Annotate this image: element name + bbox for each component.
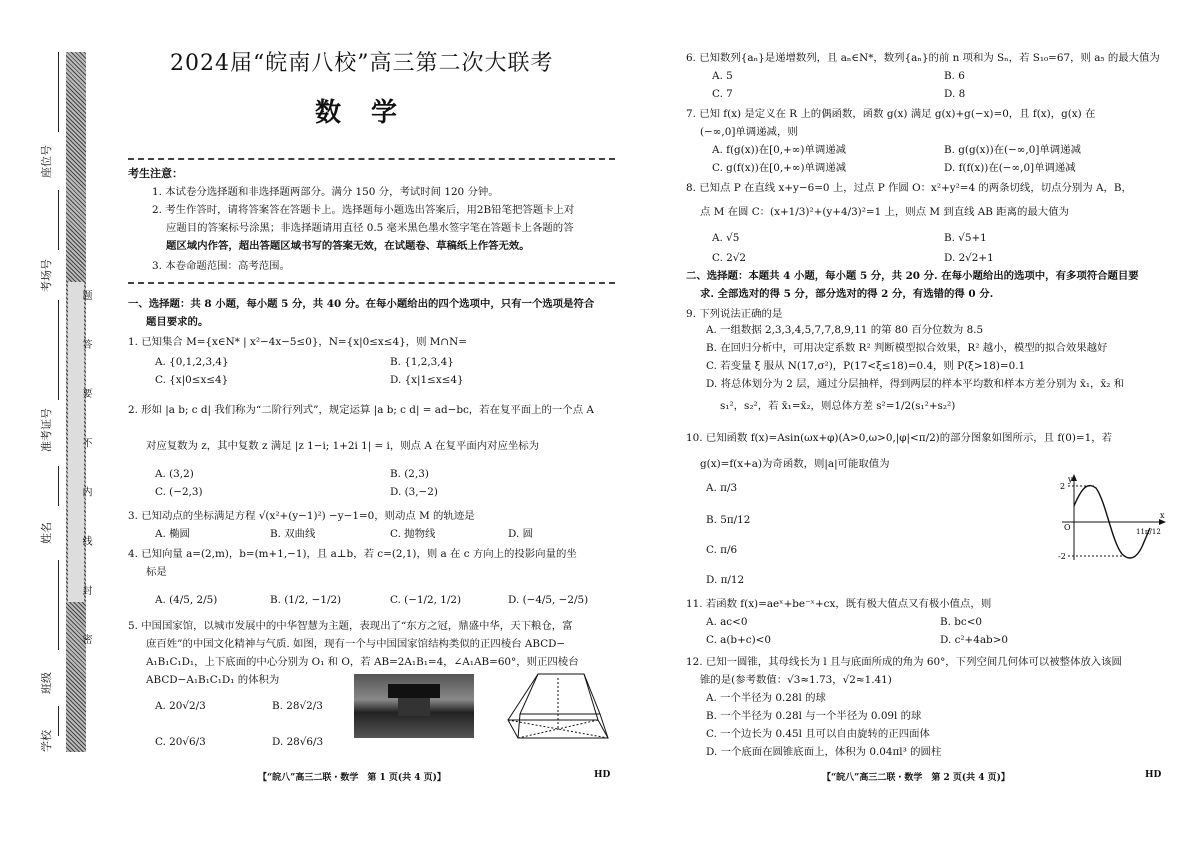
q2-option-c: C. (−2,3) (155, 486, 203, 498)
q11-option-b: B. bc<0 (940, 616, 983, 628)
q10-option-b: B. 5π/12 (706, 514, 751, 526)
q12-option-b: B. 一个半径为 0.28l 与一个半径为 0.09l 的球 (706, 710, 922, 722)
q2-option-a: A. (3,2) (155, 468, 194, 480)
q7-stem-1: 7. 已知 f(x) 是定义在 R 上的偶函数，函数 g(x) 满足 g(x)+g(−x)=0，且 f(x)，g(x) 在 (686, 108, 1096, 120)
q12-option-d: D. 一个底面在圆锥底面上，体积为 0.04πl³ 的圆柱 (706, 746, 942, 758)
q3-option-a: A. 椭圆 (155, 528, 190, 540)
q8-option-c: C. 2√2 (712, 252, 747, 264)
q4-option-b: B. (1/2, −1/2) (270, 594, 342, 606)
graph-y-top: 2 (1060, 482, 1066, 491)
seat-number-line (58, 52, 59, 132)
exam-room-line (58, 190, 59, 250)
admission-number-label: 准考证号 (40, 408, 53, 452)
frustum-diagram (500, 668, 612, 744)
sine-graph (1056, 472, 1168, 564)
q11-option-c: C. a(b+c)<0 (706, 634, 771, 646)
q4-option-d: D. (−4/5, −2/5) (508, 594, 589, 606)
q7-stem-2: (−∞,0]单调递减，则 (700, 126, 798, 138)
q6-option-a: A. 5 (712, 70, 733, 82)
section1-line-2: 题目要求的。 (146, 316, 209, 328)
notice-top-rule (128, 158, 615, 160)
page2-footer: 【“皖八”高三二联・数学 第 2 页(共 4 页)】 (822, 773, 1010, 783)
q1-stem: 1. 已知集合 M={x∈N* | x²−4x−5≤0}，N={x|0≤x≤4}，则 M∩N= (128, 336, 467, 348)
q1-option-b: B. {1,2,3,4} (390, 356, 454, 368)
q7-option-b: B. g(g(x))在(−∞,0]单调递减 (944, 144, 1081, 156)
class-label: 班级 (40, 672, 53, 694)
graph-y-label: y (1068, 475, 1073, 484)
q9-option-b: B. 在回归分析中，可用决定系数 R² 判断模型拟合效果，R² 越小，模型的拟合效果越好 (706, 342, 1108, 354)
q2-stem-1: 2. 形如 |a b; c d| 我们称为“二阶行列式”，规定运算 |a b; c d| = ad−bc，若在复平面上的一个点 A (128, 404, 594, 416)
q10-option-a: A. π/3 (706, 482, 738, 494)
seat-number-label: 座位号 (40, 145, 53, 178)
q6-stem: 6. 已知数列{aₙ}是递增数列，且 aₙ∈N*，数列{aₙ}的前 n 项和为 Sₙ，若 S₁₀=67，则 a₅ 的最大值为 (686, 52, 1160, 64)
notice-line-1: 1. 本试卷分选择题和非选择题两部分。满分 150 分，考试时间 120 分钟。 (152, 186, 499, 198)
q9-option-d-cont: s₁²，s₂²，若 x̄₁=x̄₂，则总体方差 s²=1/2(s₁²+s₂²) (720, 400, 956, 412)
q5-stem-4: ABCD−A₁B₁C₁D₁ 的体积为 (146, 674, 280, 686)
notice-title: 考生注意： (128, 167, 183, 180)
notice-line-4: 题区域内作答，超出答题区域书写的答案无效，在试题卷、草稿纸上作答无效。 (166, 240, 530, 252)
q12-option-c: C. 一个边长为 0.45l 且可以自由旋转的正四面体 (706, 728, 930, 740)
q9-option-d: D. 将总体划分为 2 层，通过分层抽样，得到两层的样本平均数和样本方差分别为 x̄₁，x̄₂ 和 (706, 378, 1125, 390)
q10-option-c: C. π/6 (706, 544, 738, 556)
q6-option-b: B. 6 (944, 70, 965, 82)
graph-origin: O (1064, 523, 1071, 532)
q3-option-b: B. 双曲线 (270, 528, 316, 540)
q8-option-a: A. √5 (712, 232, 740, 244)
pavilion-roof (388, 684, 440, 698)
q10-stem-2: g(x)=f(x+a)为奇函数，则|a|可能取值为 (700, 458, 890, 470)
q11-option-d: D. c²+4ab>0 (940, 634, 1009, 646)
q5-stem-3: A₁B₁C₁D₁，上下底面的中心分别为 O₁ 和 O，若 AB=2A₁B₁=4，∠A₁AB=60°，则正四棱台 (146, 656, 579, 668)
q1-option-c: C. {x|0≤x≤4} (155, 374, 229, 386)
page1-footer: 【“皖八”高三二联・数学 第 1 页(共 4 页)】 (258, 773, 446, 783)
name-line (58, 466, 59, 506)
q2-option-d: D. (3,−2) (390, 486, 438, 498)
notice-line-2: 2. 考生作答时，请将答案答在答题卡上。选择题每小题选出答案后，用2B铅笔把答题卡上对 (152, 204, 575, 216)
q4-stem-2: 标是 (146, 566, 167, 578)
q5-stem-2: 庶百姓”的中国文化精神与气质. 如图，现有一个与中国国家馆结构类似的正四棱台 ABCD− (146, 638, 566, 650)
q11-option-a: A. ac<0 (706, 616, 748, 628)
china-pavilion-photo (354, 674, 474, 738)
q5-option-c: C. 20√6/3 (155, 736, 206, 748)
admission-number-line (58, 300, 59, 400)
q12-option-a: A. 一个半径为 0.28l 的球 (706, 692, 826, 704)
q7-option-d: D. f(f(x))在(−∞,0]单调递减 (944, 162, 1076, 174)
q3-option-d: D. 圆 (508, 528, 533, 540)
section1-line-1: 一、选择题：共 8 小题，每小题 5 分，共 40 分。在每小题给出的四个选项中，只有一个选项是符合 (128, 298, 595, 310)
class-line (58, 560, 59, 650)
q4-option-c: C. (−1/2, 1/2) (390, 594, 462, 606)
subject-title: 数学 (315, 98, 428, 128)
q5-option-d: D. 28√6/3 (272, 736, 324, 748)
notice-line-3: 应题目的答案标号涂黑；非选择题请用直径 0.5 毫米黑色墨水签字笔在答题卡上各题的答 (166, 222, 574, 234)
q10-stem-1: 10. 已知函数 f(x)=Asin(ωx+φ)(A>0,ω>0,|φ|<π/2)的部分图象如图所示，且 f(0)=1，若 (686, 432, 1112, 444)
page1-code: HD (594, 770, 611, 780)
section2-line-2: 求. 全部选对的得 5 分，部分选对的得 2 分，有选错的得 0 分. (700, 288, 994, 300)
q6-option-d: D. 8 (944, 88, 966, 100)
q4-stem-1: 4. 已知向量 a=(2,m)，b=(m+1,−1)，且 a⊥b，若 c=(2,1)，则 a 在 c 方向上的投影向量的坐 (128, 548, 577, 560)
graph-x-tick: 11π/12 (1136, 528, 1161, 536)
q1-option-a: A. {0,1,2,3,4} (155, 356, 229, 368)
q8-stem-2: 点 M 在圆 C：(x+1/3)²+(y+4/3)²=1 上，则点 M 到直线 AB 距离的最大值为 (700, 206, 1069, 218)
q8-option-b: B. √5+1 (944, 232, 987, 244)
q3-option-c: C. 抛物线 (390, 528, 436, 540)
notice-line-5: 3. 本卷命题范围：高考范围。 (152, 260, 290, 272)
q12-stem-2: 锥的是(参考数值：√3≈1.73，√2≈1.41) (700, 674, 892, 686)
seal-text: 题 答 要 不 内 线 封 密 (80, 290, 91, 663)
q9-option-a: A. 一组数据 2,3,3,4,5,7,7,8,9,11 的第 80 百分位数为 8.5 (706, 324, 984, 336)
page2-code: HD (1145, 770, 1162, 780)
school-label: 学校 (40, 730, 53, 752)
q9-option-c: C. 若变量 ξ 服从 N(17,σ²)，P(17<ξ≤18)=0.4，则 P(ξ>18)=0.1 (706, 360, 1026, 372)
name-label: 姓名 (40, 522, 53, 544)
q8-option-d: D. 2√2+1 (944, 252, 994, 264)
q6-option-c: C. 7 (712, 88, 733, 100)
q4-option-a: A. (4/5, 2/5) (155, 594, 218, 606)
exam-title: 2024届“皖南八校”高三第二次大联考 (170, 51, 554, 76)
q5-stem-1: 5. 中国国家馆，以城市发展中的中华智慧为主题，表现出了“东方之冠，鼎盛中华，天下粮仓，富 (128, 620, 573, 632)
q7-option-c: C. g(f(x))在[0,+∞)单调递减 (712, 162, 847, 174)
q2-stem-2: 对应复数为 z，其中复数 z 满足 |z 1−i; 1+2i 1| = i，则点 A 在复平面内对应坐标为 (146, 440, 540, 452)
q9-stem: 9. 下列说法正确的是 (686, 308, 783, 320)
q5-option-a: A. 20√2/3 (155, 700, 206, 712)
notice-bottom-rule (128, 282, 615, 284)
q1-option-d: D. {x|1≤x≤4} (390, 374, 464, 386)
graph-x-label: x (1160, 511, 1165, 520)
q3-stem: 3. 已知动点的坐标满足方程 √(x²+(y−1)²) −y−1=0，则动点 M 的轨迹是 (128, 510, 475, 522)
graph-y-bottom: -2 (1058, 552, 1066, 561)
q10-option-d: D. π/12 (706, 574, 745, 586)
pavilion-body (398, 698, 430, 716)
section2-line-1: 二、选择题：本题共 4 小题，每小题 5 分，共 20 分. 在每小题给出的选项中，有多项符合题目要 (686, 270, 1139, 282)
q7-option-a: A. f(g(x))在[0,+∞)单调递减 (712, 144, 847, 156)
q12-stem-1: 12. 已知一圆锥，其母线长为 l 且与底面所成的角为 60°，下列空间几何体可以被整体放入该圆 (686, 656, 1122, 668)
q8-stem-1: 8. 已知点 P 在直线 x+y−6=0 上，过点 P 作圆 O：x²+y²=4 的两条切线，切点分别为 A，B， (686, 182, 1132, 194)
binding-strip (0, 0, 100, 849)
q2-option-b: B. (2,3) (390, 468, 429, 480)
q5-option-b: B. 28√2/3 (272, 700, 323, 712)
school-line (58, 706, 59, 736)
q11-stem: 11. 若函数 f(x)=aeˣ+be⁻ˣ+cx，既有极大值点又有极小值点，则 (686, 598, 992, 610)
exam-room-label: 考场号 (40, 259, 53, 292)
